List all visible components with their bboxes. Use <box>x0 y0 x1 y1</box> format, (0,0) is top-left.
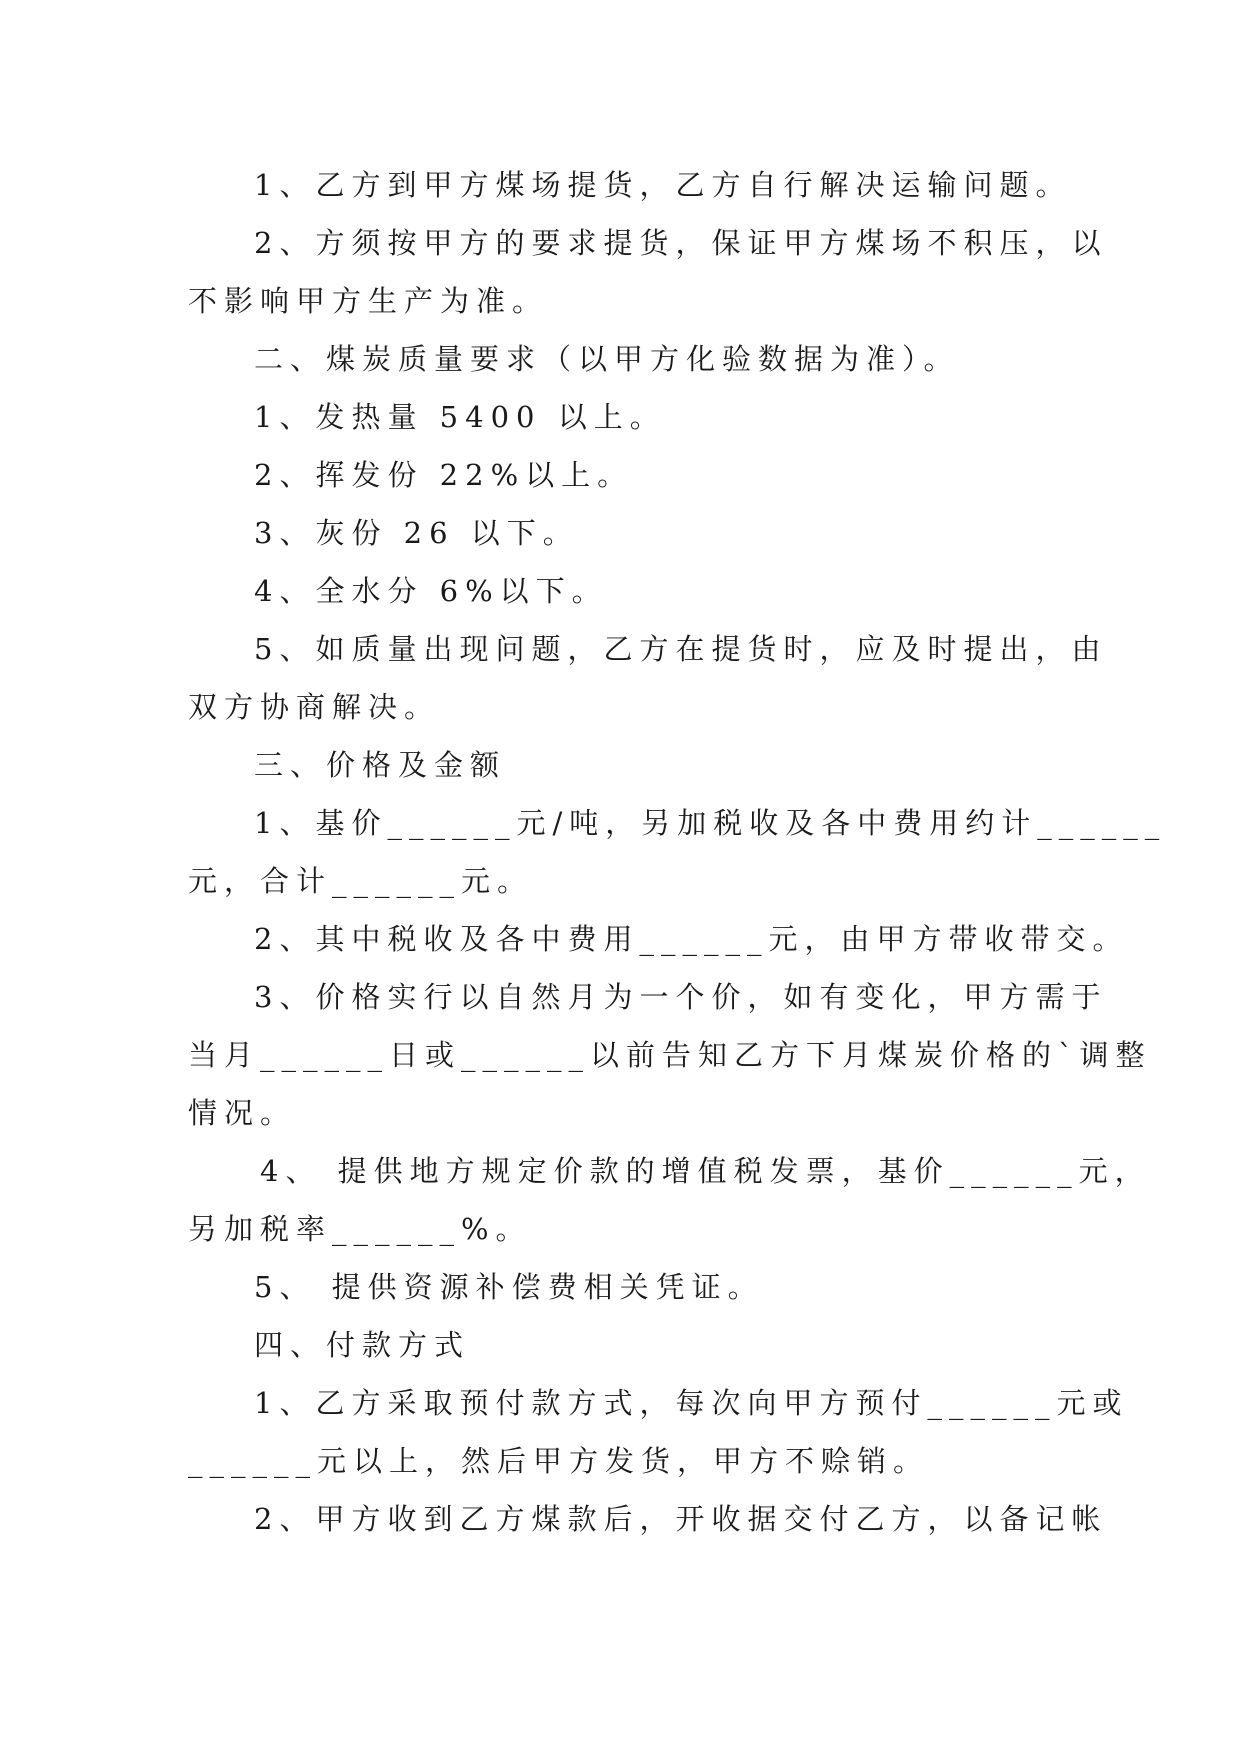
paragraph-line: 2、甲方收到乙方煤款后，开收据交付乙方，以备记帐 <box>254 1502 1108 1536</box>
paragraph-line: 2、挥发份 22%以上。 <box>254 458 634 492</box>
document-body <box>188 156 1167 1548</box>
paragraph-line: 5、 提供资源补偿费相关凭证。 <box>254 1270 764 1304</box>
section-heading: 三、价格及金额 <box>254 748 507 782</box>
paragraph-line: 4、 提供地方规定价款的增值税发票，基价______元， <box>260 1154 1151 1188</box>
paragraph-line: 5、如质量出现问题，乙方在提货时，应及时提出，由 <box>254 632 1108 666</box>
paragraph-line: 2、方须按甲方的要求提货，保证甲方煤场不积压，以 <box>254 226 1108 260</box>
paragraph-line: 双方协商解决。 <box>188 690 441 724</box>
paragraph-line: 不影响甲方生产为准。 <box>188 284 549 318</box>
paragraph-line: ______元以上，然后甲方发货，甲方不赊销。 <box>188 1444 930 1478</box>
paragraph-line: 3、价格实行以自然月为一个价，如有变化，甲方需于 <box>254 980 1108 1014</box>
paragraph-line: 4、全水分 6%以下。 <box>254 574 608 608</box>
paragraph-line: 1、发热量 5400 以上。 <box>254 400 666 434</box>
paragraph-line: 当月______日或______以前告知乙方下月煤炭价格的`调整 <box>188 1038 1152 1072</box>
paragraph-line: 2、其中税收及各中费用______元，由甲方带收带交。 <box>254 922 1129 956</box>
section-heading: 四、付款方式 <box>254 1328 471 1362</box>
section-heading: 二、煤炭质量要求（以甲方化验数据为准）。 <box>254 342 960 376</box>
paragraph-line: 1、乙方采取预付款方式，每次向甲方预付______元或 <box>254 1386 1129 1420</box>
paragraph-line: 1、基价______元/吨，另加税收及各中费用约计______ <box>254 806 1167 840</box>
paragraph-line: 另加税率______%。 <box>188 1212 532 1246</box>
paragraph-line: 3、灰份 26 以下。 <box>254 516 579 550</box>
paragraph-line: 情况。 <box>188 1096 297 1130</box>
paragraph-line: 元，合计______元。 <box>188 864 534 898</box>
paragraph-line: 1、乙方到甲方煤场提货，乙方自行解决运输问题。 <box>254 168 1072 202</box>
